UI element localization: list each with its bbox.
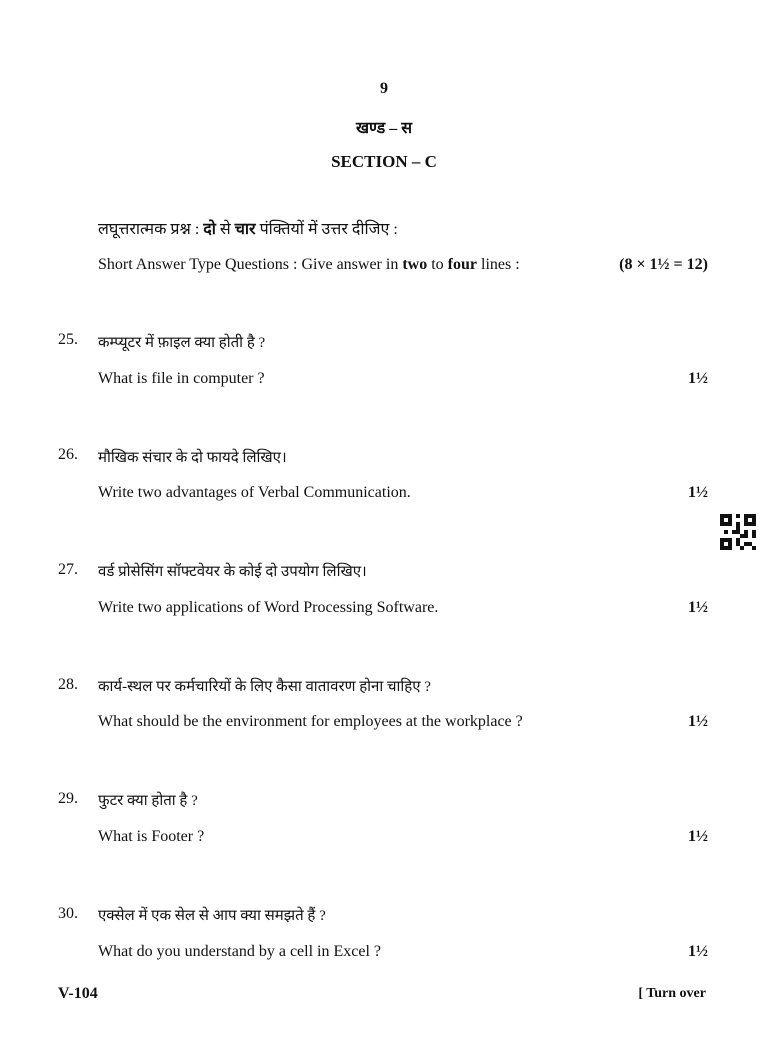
question-marks: 1½	[688, 370, 708, 387]
question-text-english: What is file in computer ?	[98, 370, 265, 387]
instruction-hindi-suffix: पंक्तियों में उत्तर दीजिए :	[255, 221, 398, 238]
qr-code-image	[720, 514, 756, 550]
question-text-hindi: एक्सेल में एक सेल से आप क्या समझते हैं ?	[98, 908, 326, 924]
question-number: 29.	[58, 790, 78, 807]
question-text-hindi: कम्प्यूटर में फ़ाइल क्या होती है ?	[98, 335, 266, 351]
instruction-english-prefix: Short Answer Type Questions : Give answer in	[98, 256, 403, 273]
instruction-english	[98, 256, 520, 274]
paper-code: V-104	[58, 985, 98, 1002]
question-text-hindi: वर्ड प्रोसेसिंग सॉफ्टवेयर के कोई दो उपयोग लिखिए।	[98, 564, 367, 580]
instruction-hindi-prefix: लघूत्तरात्मक प्रश्न :	[98, 221, 204, 238]
question-text-english: What is Footer ?	[98, 828, 205, 845]
instruction-hindi-word1: दो	[203, 221, 216, 238]
question-text-hindi: फुटर क्या होता है ?	[98, 793, 198, 809]
question-number: 25.	[58, 331, 78, 348]
instruction-english-word1: two	[402, 256, 428, 273]
turn-over-note: [ Turn over	[638, 986, 706, 1001]
question-marks: 1½	[688, 943, 708, 960]
question-number: 30.	[58, 905, 78, 922]
question-number: 28.	[58, 676, 78, 693]
question-text-hindi: मौखिक संचार के दो फायदे लिखिए।	[98, 450, 287, 466]
question-text-english: What do you understand by a cell in Excel ?	[98, 943, 382, 960]
question-text-english: Write two advantages of Verbal Communication.	[98, 484, 411, 501]
instruction-hindi	[98, 217, 398, 239]
section-title-hindi: खण्ड – स	[355, 120, 413, 137]
question-marks: 1½	[688, 713, 708, 730]
question-number: 26.	[58, 446, 78, 463]
question-text-english: Write two applications of Word Processing Software.	[98, 599, 439, 616]
page-number: 9	[380, 80, 388, 97]
question-number: 27.	[58, 561, 78, 578]
question-text-english: What should be the environment for employees at the workplace ?	[98, 713, 523, 730]
section-title-english: SECTION – C	[331, 152, 437, 171]
instruction-marks: (8 × 1½ = 12)	[619, 256, 708, 273]
instruction-english-word2: four	[447, 256, 477, 273]
instruction-english-suffix: lines :	[477, 256, 520, 273]
instruction-english-mid: to	[427, 256, 448, 273]
instruction-hindi-mid: से	[215, 221, 235, 238]
instruction-hindi-word2: चार	[234, 221, 256, 238]
question-marks: 1½	[688, 828, 708, 845]
question-text-hindi: कार्य-स्थल पर कर्मचारियों के लिए कैसा वातावरण होना चाहिए ?	[98, 679, 431, 695]
question-marks: 1½	[688, 599, 708, 616]
question-marks: 1½	[688, 484, 708, 501]
